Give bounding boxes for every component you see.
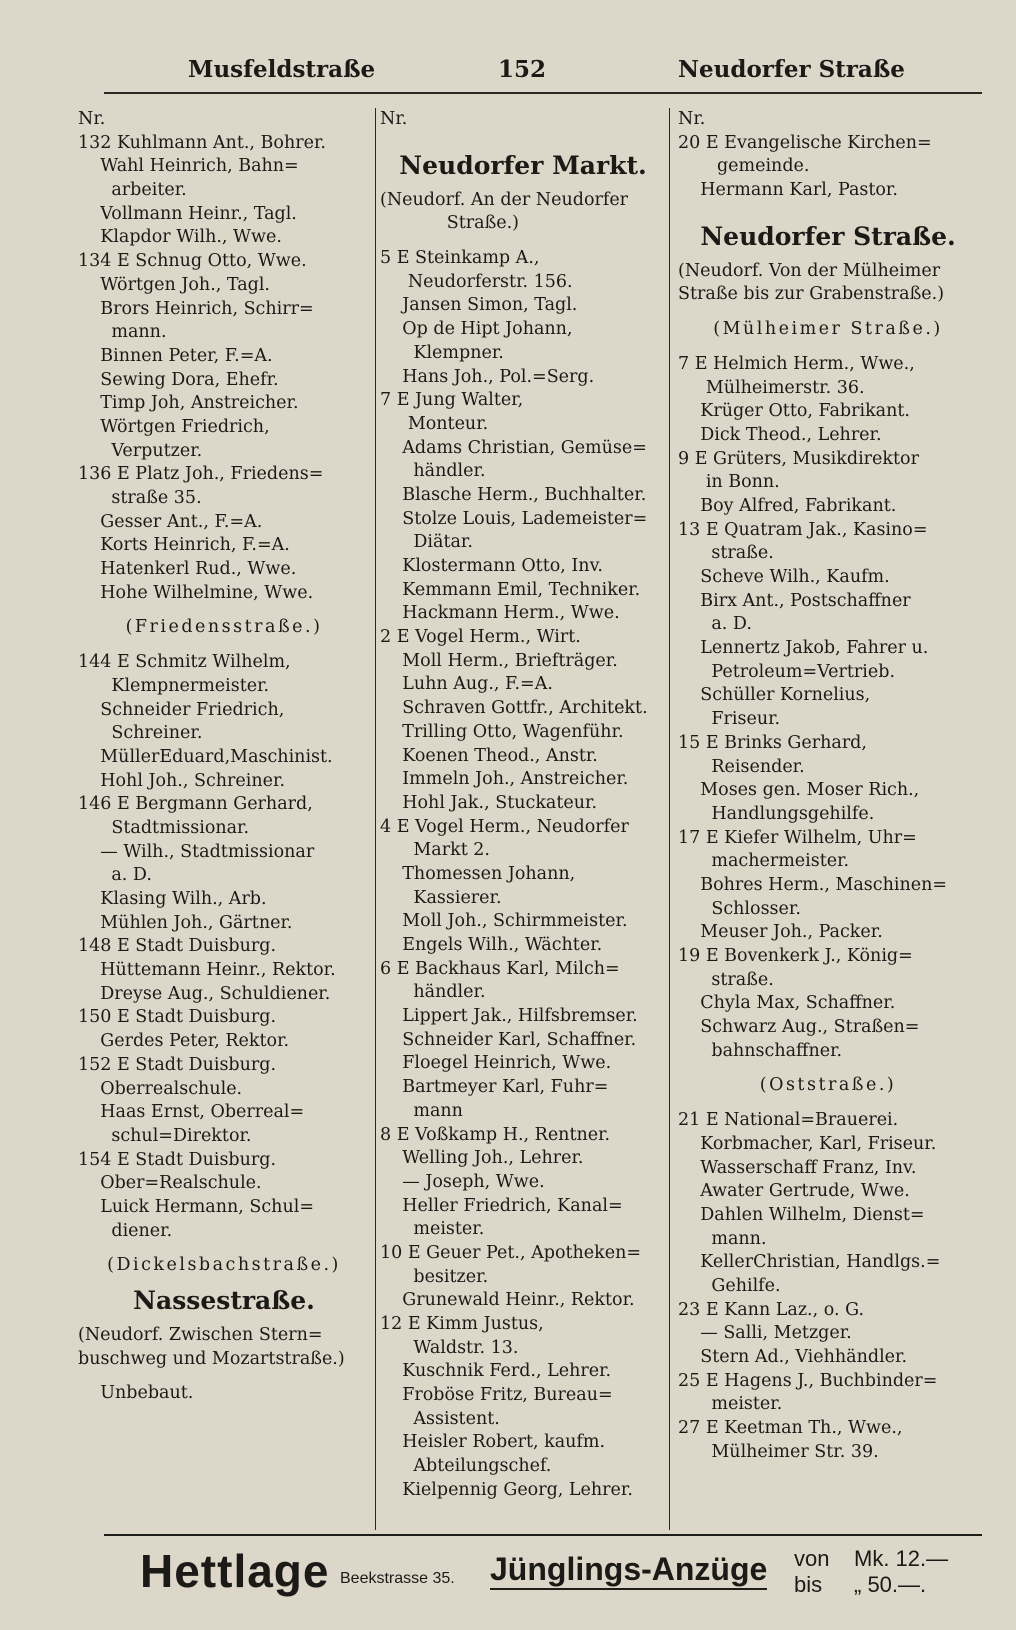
entry-line: Chyla Max, Schaffner. (678, 993, 896, 1014)
entry-line: gemeinde. (678, 156, 810, 177)
column-3 (678, 108, 978, 1464)
spacer (78, 1371, 370, 1382)
spacer (380, 132, 666, 143)
entry-line: 136 E Platz Joh., Friedens= (78, 464, 324, 485)
entry-line: Gerdes Peter, Rektor. (78, 1031, 290, 1052)
spacer (380, 236, 666, 247)
entry-line: 15 E Brinks Gerhard, (678, 732, 867, 753)
entry-line: 10 E Geuer Pet., Apotheken= (380, 1242, 642, 1263)
column-divider-1 (375, 108, 376, 1530)
entry-line: Froböse Fritz, Bureau= (380, 1385, 613, 1406)
entry-line: Lippert Jak., Hilfsbremser. (380, 1006, 638, 1027)
entry-line: Koenen Theod., Anstr. (380, 745, 598, 766)
entry-line: Stadtmissionar. (78, 817, 250, 838)
entry-line: Trilling Otto, Wagenführ. (380, 721, 624, 742)
entry-line: straße. (678, 543, 774, 564)
entry-line: (Neudorf. Von der Mülheimer (678, 260, 941, 281)
entry-line: Moll Herm., Briefträger. (380, 650, 618, 671)
entry-line: 148 E Stadt Duisburg. (78, 936, 277, 957)
entry-line: Straße bis zur Grabenstraße.) (678, 284, 945, 305)
entry-line: Klempner. (380, 342, 504, 363)
entry-line: 152 E Stadt Duisburg. (78, 1054, 277, 1075)
entry-line: Hermann Karl, Pastor. (678, 180, 898, 201)
entry-line: Klostermann Otto, Inv. (380, 556, 603, 576)
street-heading: Neudorfer Markt. (399, 150, 647, 180)
entry-line: diener. (78, 1220, 173, 1241)
entry-line: Diätar. (380, 532, 473, 553)
cross-street-label: (Dickelsbachstraße.) (107, 1255, 341, 1276)
entry-line: mann. (78, 322, 167, 343)
advertisement (140, 1538, 982, 1608)
entry-line: Schwarz Aug., Straßen= (678, 1017, 920, 1038)
entry-line: 21 E National=Brauerei. (678, 1110, 899, 1131)
entry-line: Schlosser. (678, 898, 801, 919)
entry-line: Schneider Friedrich, (78, 699, 285, 720)
ad-address: Beekstrasse 35. (340, 1570, 455, 1587)
entry-line: Mühlen Joh., Gärtner. (78, 912, 293, 933)
entry-line: Birx Ant., Postschaffner (678, 590, 911, 611)
entry-line: Heisler Robert, kaufm. (380, 1432, 606, 1453)
entry-line: Waldstr. 13. (380, 1337, 519, 1358)
entry-line: Moses gen. Moser Rich., (678, 780, 920, 801)
entry-line: 19 E Bovenkerk J., König= (678, 946, 913, 966)
entry-line: Jansen Simon, Tagl. (380, 295, 578, 316)
entry-line: Friseur. (678, 709, 781, 730)
entry-line: 4 E Vogel Herm., Neudorfer (380, 816, 629, 837)
entry-line: 12 E Kimm Justus, (380, 1314, 544, 1334)
page-number: 152 (498, 56, 547, 83)
entry-line: Ober=Realschule. (78, 1173, 262, 1194)
entry-line: Nr. (78, 109, 106, 129)
entry-line: Adams Christian, Gemüse= (380, 437, 647, 458)
spacer (678, 342, 978, 353)
entry-line: mann. (678, 1228, 767, 1249)
entry-line: (Neudorf. Zwischen Stern= (78, 1325, 323, 1345)
entry-line: 27 E Keetman Th., Wwe., (678, 1418, 903, 1439)
ad-von: von (794, 1546, 830, 1571)
entry-line: Korbmacher, Karl, Friseur. (678, 1133, 937, 1154)
entry-line: Wahl Heinrich, Bahn= (78, 156, 299, 177)
entry-line: Stolze Louis, Lademeister= (380, 508, 648, 529)
entry-line: händler. (380, 461, 486, 482)
entry-line: Dick Theod., Lehrer. (678, 424, 882, 445)
entry-line: 17 E Kiefer Wilhelm, Uhr= (678, 827, 917, 848)
entry-line: 7 E Jung Walter, (380, 390, 524, 411)
entry-line: 150 E Stadt Duisburg. (78, 1007, 277, 1028)
entry-line: Gehilfe. (678, 1275, 781, 1296)
entry-line: 7 E Helmich Herm., Wwe., (678, 353, 915, 374)
entry-line: 132 Kuhlmann Ant., Bohrer. (78, 132, 326, 153)
ad-brand: Hettlage (140, 1545, 330, 1597)
entry-line: Wasserschaff Franz, Inv. (678, 1157, 917, 1178)
entry-line: Dahlen Wilhelm, Dienst= (678, 1204, 925, 1225)
entry-line: Klempnermeister. (78, 675, 270, 696)
footer-rule (104, 1534, 982, 1536)
entry-line: Wörtgen Friedrich, (78, 416, 270, 437)
entry-line: Gesser Ant., F.=A. (78, 511, 263, 532)
entry-line: (Neudorf. An der Neudorfer (380, 189, 629, 210)
entry-line: Petroleum=Vertrieb. (678, 661, 896, 682)
column-1 (78, 108, 370, 1406)
entry-line: Dreyse Aug., Schuldiener. (78, 983, 331, 1004)
entry-line: Reisender. (678, 756, 805, 777)
entry-line: Klapdor Wilh., Wwe. (78, 227, 282, 248)
entry-line: Markt 2. (380, 840, 490, 861)
entry-line: besitzer. (380, 1266, 489, 1287)
entry-line: straße. (678, 969, 774, 990)
street-heading: Nassestraße. (133, 1286, 315, 1315)
entry-line: Schreiner. (78, 723, 203, 744)
entry-line: Immeln Joh., Anstreicher. (380, 769, 629, 790)
entry-line: a. D. (78, 865, 152, 886)
entry-line: 25 E Hagens J., Buchbinder= (678, 1370, 938, 1391)
entry-line: Neudorferstr. 156. (380, 271, 573, 292)
entry-line: Hohl Jak., Stuckateur. (380, 792, 598, 813)
cross-street-label: (Mülheimer Straße.) (713, 319, 943, 340)
entry-line: Floegel Heinrich, Wwe. (380, 1053, 612, 1074)
entry-line: Schüller Kornelius, (678, 685, 871, 706)
entry-line: Lennertz Jakob, Fahrer u. (678, 638, 929, 659)
column-2 (380, 108, 666, 1503)
ad-title: Jünglings-Anzüge (490, 1550, 767, 1590)
entry-line: — Wilh., Stadtmissionar (78, 841, 315, 862)
entry-line: Verputzer. (78, 440, 203, 461)
spacer (678, 1063, 978, 1074)
entry-line: Haas Ernst, Oberreal= (78, 1102, 305, 1123)
entry-line: Wörtgen Joh., Tagl. (78, 274, 270, 295)
entry-line: Heller Friedrich, Kanal= (380, 1195, 623, 1216)
entry-line: — Salli, Metzger. (678, 1323, 852, 1344)
column-divider-2 (669, 108, 670, 1530)
entry-line: MüllerEduard,Maschinist. (78, 746, 333, 767)
entry-line: arbeiter. (78, 180, 187, 201)
entry-line: 8 E Voßkamp H., Rentner. (380, 1124, 611, 1145)
entry-line: Luhn Aug., F.=A. (380, 674, 553, 695)
entry-line: 144 E Schmitz Wilhelm, (78, 652, 291, 673)
entry-line: 13 E Quatram Jak., Kasino= (678, 519, 928, 540)
entry-line: Brors Heinrich, Schirr= (78, 298, 314, 319)
entry-line: Hans Joh., Pol.=Serg. (380, 366, 595, 387)
entry-line: Oberrealschule. (78, 1078, 243, 1099)
entry-line: Engels Wilh., Wächter. (380, 935, 603, 955)
entry-line: in Bonn. (678, 472, 780, 493)
entry-line: Krüger Otto, Fabrikant. (678, 401, 910, 422)
entry-line: Kuschnik Ferd., Lehrer. (380, 1361, 612, 1382)
entry-line: 20 E Evangelische Kirchen= (678, 132, 932, 153)
spacer (78, 640, 370, 651)
entry-line: Bartmeyer Karl, Fuhr= (380, 1077, 609, 1098)
entry-line: Welling Joh., Lehrer. (380, 1148, 584, 1169)
entry-line: Boy Alfred, Fabrikant. (678, 495, 897, 516)
header-rule (104, 92, 982, 94)
entry-line: buschweg und Mozartstraße.) (78, 1348, 345, 1369)
entry-line: Straße.) (380, 213, 520, 234)
entry-line: Hatenkerl Rud., Wwe. (78, 559, 297, 580)
entry-line: Blasche Herm., Buchhalter. (380, 484, 647, 505)
entry-line: machermeister. (678, 851, 850, 872)
entry-line: Bohres Herm., Maschinen= (678, 874, 948, 895)
entry-line: Awater Gertrude, Wwe. (678, 1181, 910, 1202)
entry-line: Vollmann Heinr., Tagl. (78, 203, 297, 224)
entry-line: Scheve Wilh., Kaufm. (678, 567, 890, 587)
entry-line: händler. (380, 982, 486, 1003)
entry-line: 146 E Bergmann Gerhard, (78, 794, 313, 815)
entry-line: 134 E Schnug Otto, Wwe. (78, 251, 307, 272)
header-left-street: Musfeldstraße (188, 56, 376, 83)
entry-line: Monteur. (380, 413, 489, 434)
entry-line: Handlungsgehilfe. (678, 803, 875, 824)
entry-line: Op de Hipt Johann, (380, 319, 573, 340)
entry-line: — Joseph, Wwe. (380, 1171, 545, 1192)
entry-line: Moll Joh., Schirmmeister. (380, 911, 628, 932)
entry-line: Timp Joh, Anstreicher. (78, 393, 299, 414)
entry-line: Schraven Gottfr., Architekt. (380, 698, 648, 719)
entry-line: Stern Ad., Viehhändler. (678, 1347, 908, 1367)
entry-line: Hohe Wilhelmine, Wwe. (78, 582, 314, 603)
cross-street-label: (Friedensstraße.) (125, 617, 323, 638)
entry-line: Binnen Peter, F.=A. (78, 345, 273, 366)
entry-line: 6 E Backhaus Karl, Milch= (380, 958, 620, 979)
entry-line: Nr. (380, 109, 408, 129)
ad-price-from: Mk. 12.— (854, 1546, 949, 1571)
entry-line: a. D. (678, 614, 752, 635)
spacer (78, 605, 370, 616)
entry-line: 5 E Steinkamp A., (380, 248, 540, 269)
entry-line: Nr. (678, 109, 706, 129)
spacer (678, 1098, 978, 1109)
entry-line: straße 35. (78, 488, 202, 508)
entry-line: Luick Hermann, Schul= (78, 1196, 314, 1217)
spacer (678, 307, 978, 318)
entry-line: Mülheimer Str. 39. (678, 1441, 879, 1462)
entry-line: Klasing Wilh., Arb. (78, 889, 267, 909)
entry-line: meister. (678, 1394, 783, 1415)
entry-line: Abteilungschef. (380, 1456, 552, 1477)
ad-bis: bis (794, 1572, 823, 1597)
entry-line: Sewing Dora, Ehefr. (78, 369, 279, 390)
entry-line: Assistent. (380, 1408, 500, 1429)
entry-line: 9 E Grüters, Musikdirektor (678, 448, 919, 469)
ad-price-to: „ 50.—. (854, 1572, 927, 1597)
header-right-street: Neudorfer Straße (678, 56, 905, 83)
entry-line: Schneider Karl, Schaffner. (380, 1029, 637, 1050)
entry-line: schul=Direktor. (78, 1125, 252, 1146)
entry-line: bahnschaffner. (678, 1040, 843, 1061)
cross-street-label: (Oststraße.) (759, 1075, 897, 1096)
entry-line: Hohl Joh., Schreiner. (78, 770, 286, 791)
entry-line: Unbebaut. (78, 1383, 194, 1404)
entry-line: Korts Heinrich, F.=A. (78, 535, 290, 556)
entry-line: 154 E Stadt Duisburg. (78, 1149, 277, 1170)
entry-line: KellerChristian, Handlgs.= (678, 1252, 941, 1273)
entry-line: Kemmann Emil, Techniker. (380, 579, 641, 600)
entry-line: Hackmann Herm., Wwe. (380, 603, 620, 624)
entry-line: meister. (380, 1219, 485, 1240)
entry-line: Meuser Joh., Packer. (678, 922, 883, 943)
entry-line: 23 E Kann Laz., o. G. (678, 1299, 865, 1320)
street-heading: Neudorfer Straße. (700, 221, 956, 251)
entry-line: Mülheimerstr. 36. (678, 377, 865, 398)
entry-line: mann (380, 1100, 463, 1121)
entry-line: Hüttemann Heinr., Rektor. (78, 960, 336, 981)
entry-line: Kassierer. (380, 887, 502, 908)
entry-line: Kielpennig Georg, Lehrer. (380, 1479, 633, 1500)
spacer (678, 203, 978, 214)
entry-line: 2 E Vogel Herm., Wirt. (380, 627, 581, 648)
entry-line: Thomessen Johann, (380, 863, 576, 884)
entry-line: Grunewald Heinr., Rektor. (380, 1290, 635, 1311)
spacer (78, 1243, 370, 1254)
